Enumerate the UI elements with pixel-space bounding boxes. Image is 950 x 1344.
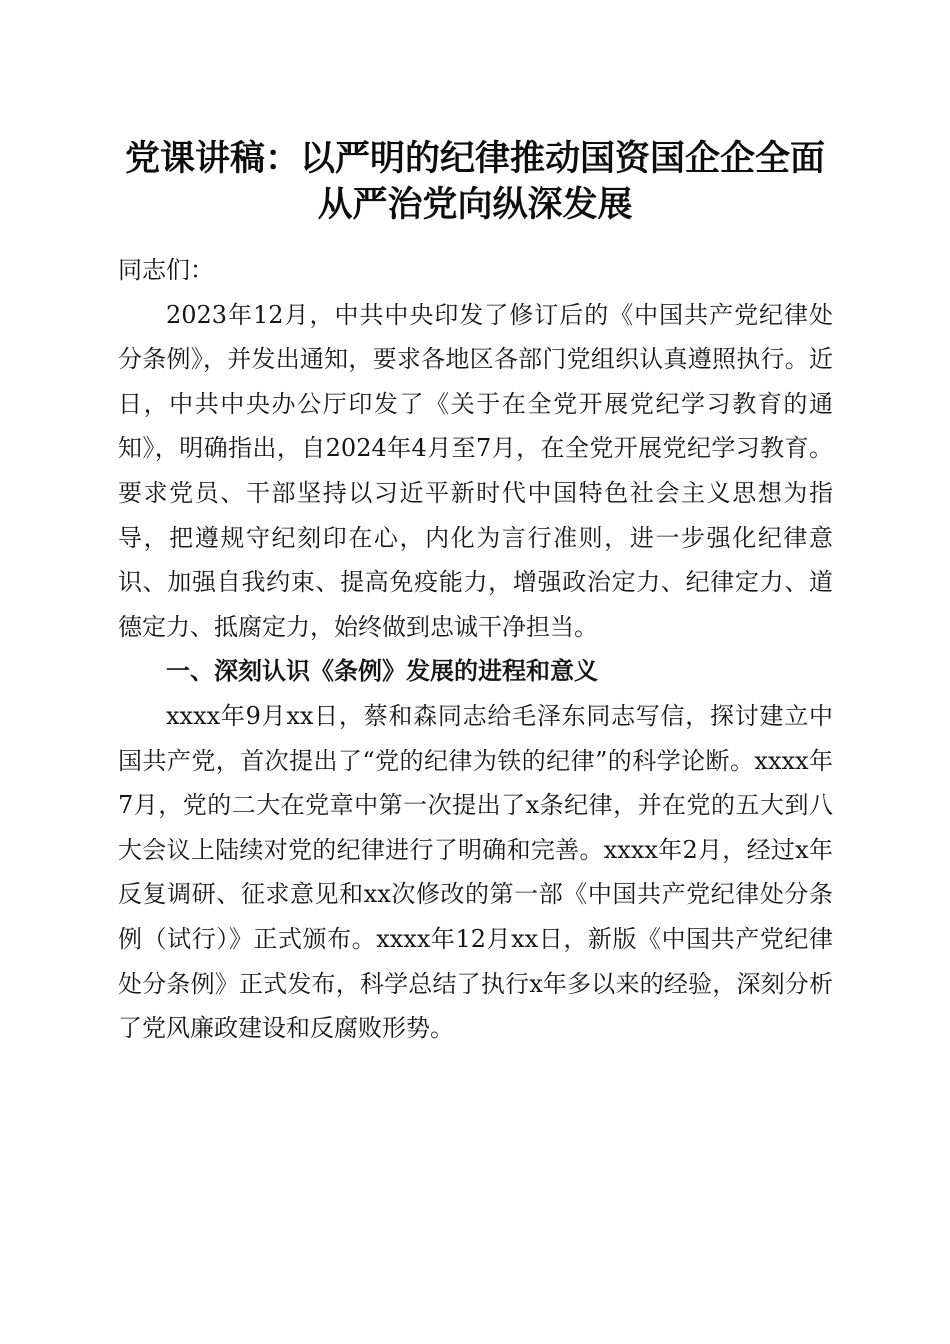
document-body bbox=[118, 248, 833, 1051]
paragraph-2: xxxx年9月xx日，蔡和森同志给毛泽东同志写信，探讨建立中国共产党，首次提出了“党的纪律为铁的纪律”的科学论断。xxxx年7月，党的二大在党章中第一次提出了x条纪律，并在党的五大到八大会议上陆续对党的纪律进行了明确和完善。xxxx年2月，经过x年反复调研、征求意见和xx次修改的第一部《中国共产党纪律处分条例（试行）》正式颁布。xxxx年12月xx日，新版《中国共产党纪律处分条例》正式发布，科学总结了执行x年多以来的经验，深刻分析了党风廉政建设和反腐败形势。 bbox=[118, 701, 833, 1043]
title-line-1: 党课讲稿：以严明的纪律推动国资国企企全面 bbox=[124, 139, 825, 179]
title-line-2: 从严治党向纵深发展 bbox=[317, 185, 633, 225]
paragraph-1: 2023年12月，中共中央印发了修订后的《中国共产党纪律处分条例》，并发出通知，要求各地区各部门党组织认真遵照执行。近日，中共中央办公厅印发了《关于在全党开展党纪学习教育的通知》，明确指出，自2024年4月至7月，在全党开展党纪学习教育。要求党员、干部坚持以习近平新时代中国特色社会主义思想为指导，把遵规守纪刻印在心，内化为言行准则，进一步强化纪律意识、加强自我约束、提高免疫能力，增强政治定力、纪律定力、道德定力、抵腐定力，始终做到忠诚干净担当。 bbox=[118, 300, 833, 641]
document-title bbox=[100, 136, 850, 228]
greeting: 同志们： bbox=[118, 256, 214, 284]
section-heading-1: 一、深刻认识《条例》发展的进程和意义 bbox=[166, 657, 598, 686]
